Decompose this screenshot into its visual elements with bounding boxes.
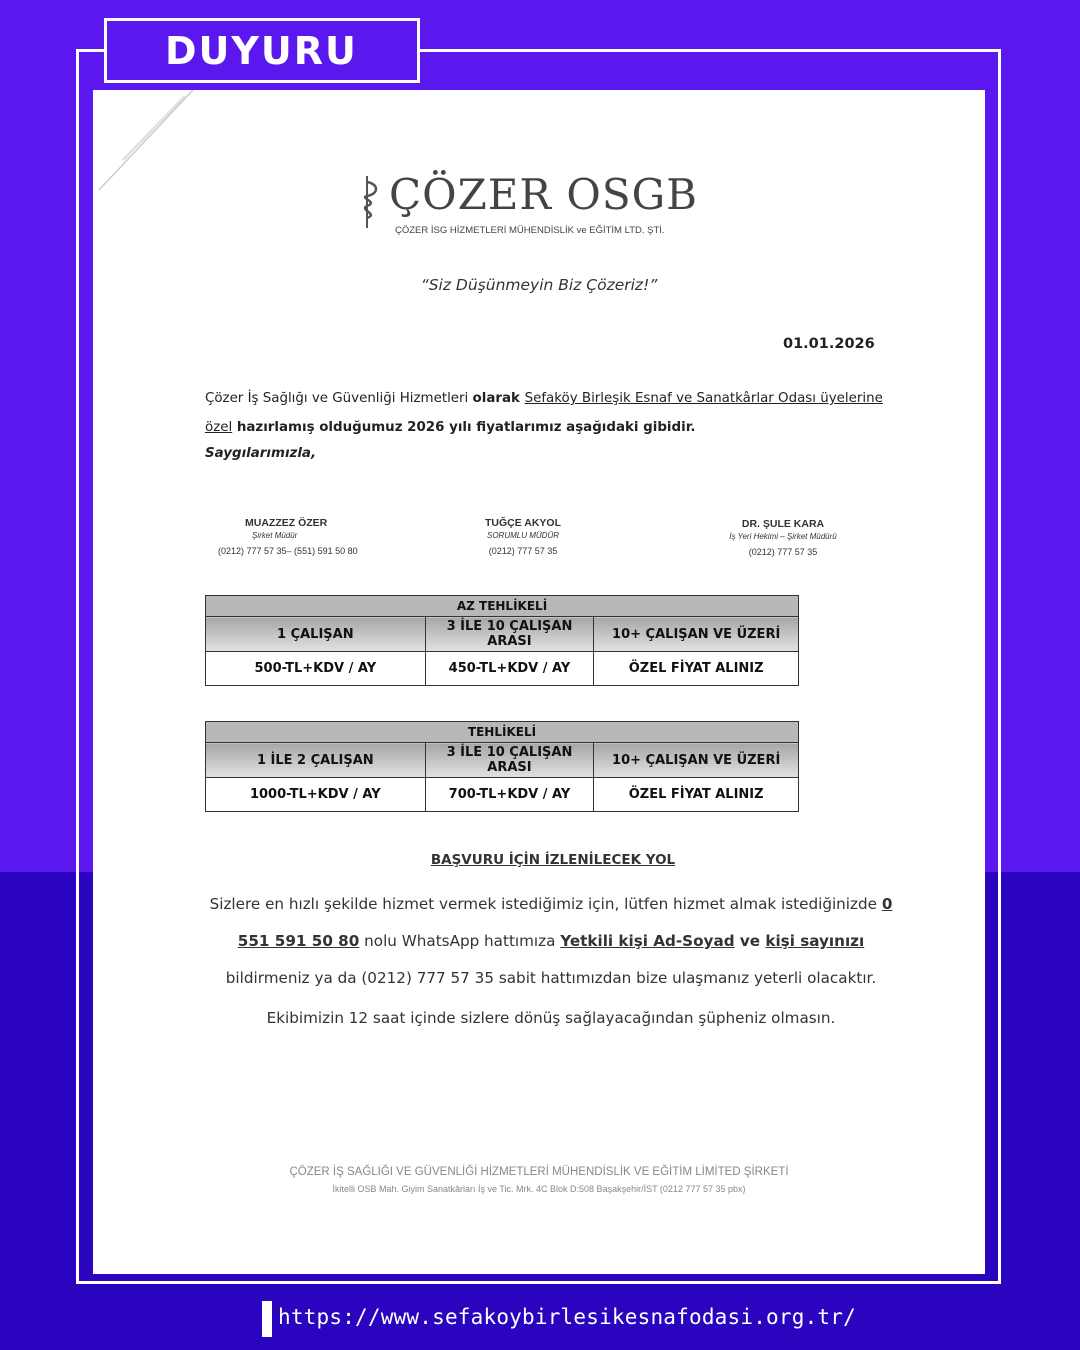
application-text: nolu WhatsApp hattımıza xyxy=(359,932,561,950)
logo-subtitle: ÇÖZER İSG HİZMETLERİ MÜHENDİSLİK ve EĞİTİM LTD. ŞTİ. xyxy=(395,225,665,236)
table-caption: TEHLİKELİ xyxy=(206,722,799,743)
price-table-low-hazard xyxy=(205,595,799,686)
table-caption-row xyxy=(206,722,799,743)
intro-text-3: Sefaköy Birleşik Esnaf ve Sanatkârlar Odası üyelerine özel xyxy=(205,391,883,435)
announcement-tag xyxy=(104,18,420,83)
website-url: https://www.sefakoybirlesikesnafodasi.org.tr/ xyxy=(278,1305,856,1329)
table-header-cell: 3 İLE 10 ÇALIŞAN ARASI xyxy=(425,617,594,652)
table-header-row xyxy=(206,743,799,778)
announcement-tag-label: DUYURU xyxy=(165,28,358,73)
url-accent-bar xyxy=(262,1301,272,1337)
table-caption-row xyxy=(206,596,799,617)
table-value-cell: 1000-TL+KDV / AY xyxy=(206,778,426,812)
table-header-cell: 10+ ÇALIŞAN VE ÜZERİ xyxy=(594,617,799,652)
table-header-cell: 1 ÇALIŞAN xyxy=(206,617,426,652)
intro-text-2: olarak xyxy=(472,391,525,406)
application-text: ve xyxy=(734,932,766,950)
table-header-cell: 3 İLE 10 ÇALIŞAN ARASI xyxy=(425,743,594,778)
signatory-3 xyxy=(718,518,848,557)
table-header-row xyxy=(206,617,799,652)
application-paragraph xyxy=(205,886,897,997)
footer-company-name: ÇÖZER İŞ SAĞLIĞI VE GÜVENLİĞİ HİZMETLERİ MÜHENDİSLİK VE EĞİTİM LİMİTED ŞİRKETİ xyxy=(289,1166,789,1178)
table-value-row xyxy=(206,778,799,812)
signatory-2 xyxy=(468,517,578,556)
table-value-cell: ÖZEL FİYAT ALINIZ xyxy=(594,778,799,812)
table-value-row xyxy=(206,652,799,686)
signatory-1 xyxy=(218,517,368,556)
application-text: Sizlere en hızlı şekilde hizmet vermek istediğimiz için, lütfen hizmet almak istediğinizde xyxy=(209,895,882,913)
company-logo xyxy=(361,170,761,244)
application-title: BAŞVURU İÇİN İZLENİLECEK YOL xyxy=(430,852,676,868)
contact-person-label: Yetkili kişi Ad-Soyad xyxy=(560,932,735,950)
table-value-cell: 700-TL+KDV / AY xyxy=(425,778,594,812)
intro-text-4: hazırlamış olduğumuz 2026 yılı fiyatlarımız aşağıdaki gibidir. xyxy=(232,420,696,435)
application-instructions xyxy=(205,886,897,1037)
signatory-name: DR. ŞULE KARA xyxy=(741,518,825,530)
paper-crease-mark xyxy=(93,90,213,200)
signatory-name: TUĞÇE AKYOL xyxy=(484,517,562,529)
signatory-name: MUAZZEZ ÖZER xyxy=(245,517,328,529)
signatory-role: İş Yeri Hekimi – Şirket Müdürü xyxy=(729,532,837,541)
whatsapp-number: 0 551 591 50 80 xyxy=(237,895,893,950)
document-paper xyxy=(93,90,985,1274)
footer-address: İkitelli OSB Mah. Giyim Sanatkârları İş ve Tic. Mrk. 4C Blok D:508 Başakşehir/İST (0212 777 57 35 pbx) xyxy=(332,1184,746,1194)
slogan: “Siz Düşünmeyin Biz Çözeriz!” xyxy=(420,276,658,294)
signatory-role: SORUMLU MÜDÜR xyxy=(487,531,559,540)
employee-count-label: kişi sayınızı xyxy=(765,932,865,950)
signatory-phone: (0212) 777 57 35– (551) 591 50 80 xyxy=(218,546,358,556)
price-table-hazardous xyxy=(205,721,799,812)
table-value-cell: ÖZEL FİYAT ALINIZ xyxy=(594,652,799,686)
knot-icon xyxy=(361,174,383,230)
signatory-phone: (0212) 777 57 35 xyxy=(748,547,818,557)
signatory-phone: (0212) 777 57 35 xyxy=(488,546,558,556)
document-date: 01.01.2026 xyxy=(783,336,875,352)
table-value-cell: 500-TL+KDV / AY xyxy=(206,652,426,686)
intro-text-1: Çözer İş Sağlığı ve Güvenliği Hizmetleri xyxy=(205,391,473,406)
table-caption: AZ TEHLİKELİ xyxy=(206,596,799,617)
regards: Saygılarımızla, xyxy=(205,446,317,461)
table-value-cell: 450-TL+KDV / AY xyxy=(425,652,594,686)
application-text: bildirmeniz ya da (0212) 777 57 35 sabit hattımızdan bize ulaşmanız yeterli olacaktır. xyxy=(225,969,877,987)
table-header-cell: 10+ ÇALIŞAN VE ÜZERİ xyxy=(594,743,799,778)
signatory-role: Şirket Müdür xyxy=(252,531,298,540)
application-closing: Ekibimizin 12 saat içinde sizlere dönüş sağlayacağından şüpheniz olmasın. xyxy=(266,1009,836,1027)
table-header-cell: 1 İLE 2 ÇALIŞAN xyxy=(206,743,426,778)
intro-paragraph xyxy=(205,384,905,442)
logo-title: ÇÖZER OSGB xyxy=(389,170,699,219)
